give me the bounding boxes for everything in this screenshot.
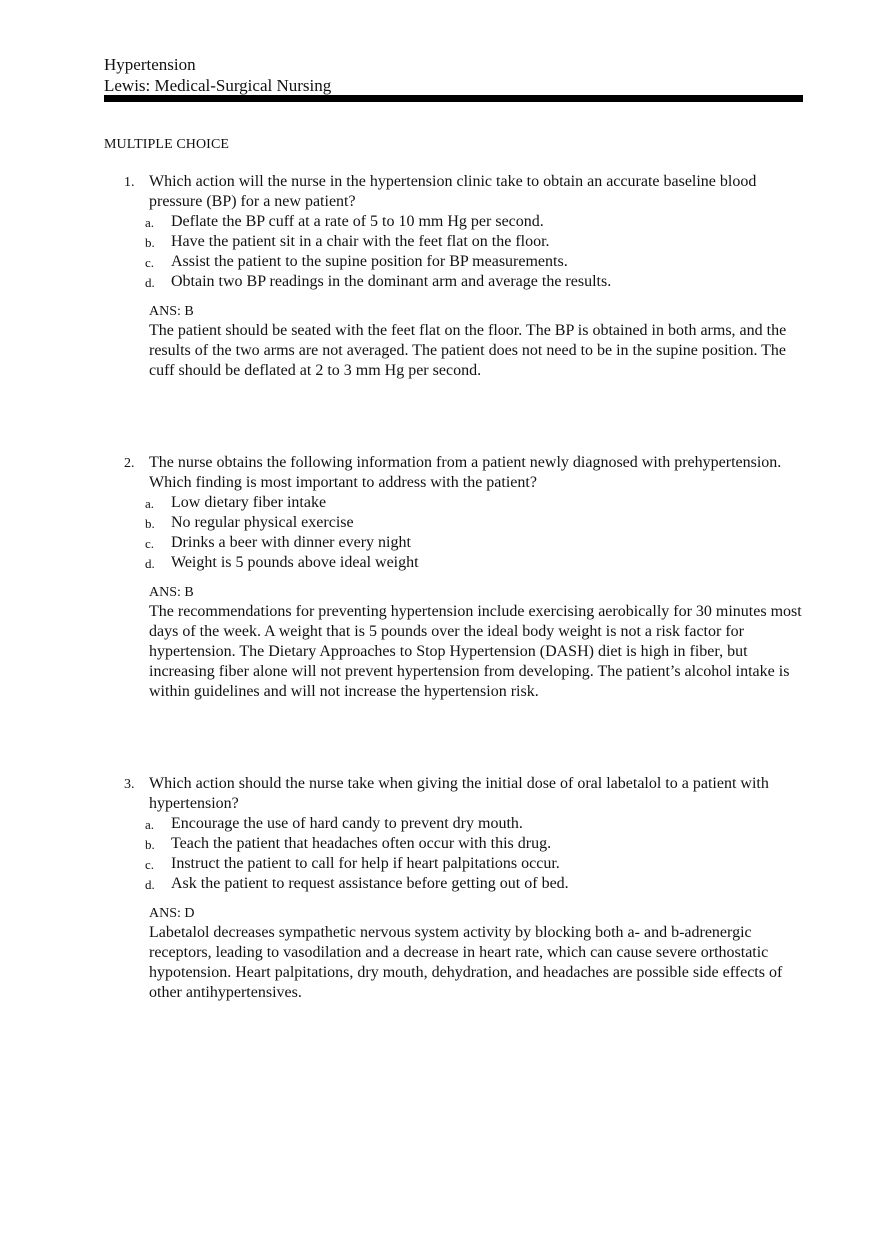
option-a	[104, 493, 804, 513]
option-letter: b.	[145, 235, 155, 250]
option-text: Teach the patient that headaches often occur with this drug.	[171, 835, 552, 852]
option-text: Weight is 5 pounds above ideal weight	[171, 554, 419, 571]
header-title: Hypertension	[104, 55, 196, 74]
option-text: No regular physical exercise	[171, 514, 354, 531]
option-letter: d.	[145, 556, 155, 571]
answer-options	[104, 814, 804, 894]
option-letter: b.	[145, 516, 155, 531]
option-letter: a.	[145, 215, 155, 230]
question-2	[104, 453, 804, 702]
answer-block	[104, 302, 804, 381]
question-stem	[104, 453, 804, 493]
section-title: MULTIPLE CHOICE	[104, 137, 230, 152]
question-text: The nurse obtains the following information from a patient newly diagnosed with prehypertension. Which finding is most important to address with the patient?	[149, 454, 782, 491]
option-text: Encourage the use of hard candy to prevent dry mouth.	[171, 815, 523, 832]
option-letter: c.	[145, 255, 155, 270]
option-d	[104, 553, 804, 573]
answer-label: ANS: B	[149, 585, 194, 600]
option-text: Have the patient sit in a chair with the feet flat on the floor.	[171, 233, 550, 250]
option-letter: c.	[145, 857, 155, 872]
question-number: 3.	[124, 777, 135, 792]
option-b	[104, 834, 804, 854]
rationale-text: The patient should be seated with the feet flat on the floor. The BP is obtained in both arms, and the results of the two arms are not averaged. The patient does not need to be in the supine position. The cuff should be deflated at 2 to 3 mm Hg per second.	[149, 322, 787, 379]
option-text: Deflate the BP cuff at a rate of 5 to 10 mm Hg per second.	[171, 213, 544, 230]
answer-label: ANS: D	[149, 906, 195, 921]
question-stem	[104, 172, 804, 212]
option-letter: d.	[145, 877, 155, 892]
rationale-text: Labetalol decreases sympathetic nervous system activity by blocking both a- and b-adrenergic receptors, leading to vasodilation and a decrease in heart rate, which can cause severe orthostatic hypotension. Heart palpitations, dry mouth, dehydration, and headaches are possible side effects of other antihypertensives.	[149, 924, 783, 1001]
option-a	[104, 212, 804, 232]
option-letter: c.	[145, 536, 155, 551]
option-text: Ask the patient to request assistance before getting out of bed.	[171, 875, 569, 892]
option-text: Drinks a beer with dinner every night	[171, 534, 411, 551]
option-text: Obtain two BP readings in the dominant arm and average the results.	[171, 273, 612, 290]
option-d	[104, 272, 804, 292]
answer-label: ANS: B	[149, 304, 194, 319]
option-b	[104, 232, 804, 252]
answer-block	[104, 904, 804, 1003]
rationale-text: The recommendations for preventing hypertension include exercising aerobically for 30 minutes most days of the week. A weight that is 5 pounds over the ideal body weight is not a risk factor for hypertension. The Dietary Approaches to Stop Hypertension (DASH) diet is high in fiber, but increasing fiber alone will not prevent hypertension from developing. The patient’s alcohol intake is within guidelines and will not increase the hypertension risk.	[149, 603, 802, 700]
answer-block	[104, 583, 804, 702]
option-c	[104, 854, 804, 874]
header-subtitle: Lewis: Medical-Surgical Nursing	[104, 76, 332, 95]
option-a	[104, 814, 804, 834]
option-text: Assist the patient to the supine position for BP measurements.	[171, 253, 568, 270]
question-number: 2.	[124, 456, 135, 471]
option-letter: d.	[145, 275, 155, 290]
question-1	[104, 172, 804, 381]
header-divider	[104, 95, 803, 102]
question-text: Which action will the nurse in the hypertension clinic take to obtain an accurate baseline blood pressure (BP) for a new patient?	[149, 173, 757, 210]
page-header	[104, 54, 803, 96]
question-3	[104, 774, 804, 1003]
option-c	[104, 252, 804, 272]
option-letter: a.	[145, 496, 155, 511]
option-c	[104, 533, 804, 553]
question-stem	[104, 774, 804, 814]
option-letter: b.	[145, 837, 155, 852]
answer-options	[104, 212, 804, 292]
option-letter: a.	[145, 817, 155, 832]
answer-options	[104, 493, 804, 573]
question-number: 1.	[124, 175, 135, 190]
option-b	[104, 513, 804, 533]
option-text: Instruct the patient to call for help if heart palpitations occur.	[171, 855, 560, 872]
question-text: Which action should the nurse take when giving the initial dose of oral labetalol to a patient with hypertension?	[149, 775, 769, 812]
option-text: Low dietary fiber intake	[171, 494, 327, 511]
option-d	[104, 874, 804, 894]
